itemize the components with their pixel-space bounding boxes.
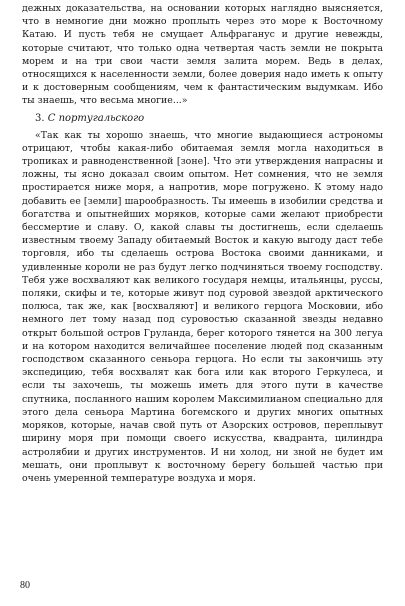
page-number: 80 <box>20 579 30 591</box>
intro-paragraph: дежных доказательства, на основании которых наглядно выясняется, что в немногие дни можно проплыть через это море к Восточному Катаю. И пусть тебя не смущает Альфраганус и другие невежды, которые считают, что только одна четвертая часть земли не покрыта морем и на три свои части земля залита морем. Ведь в делах, относящихся к населенности земли, более доверия надо иметь к опыту и к достоверным сообщениям, чем к фантастическим выдумкам. Ибо ты знаешь, что весьма многие...» <box>22 3 383 107</box>
section-heading <box>35 112 383 126</box>
body-paragraph: «Так как ты хорошо знаешь, что многие выдающиеся астрономы отрицают, чтобы какая-либо обитаемая земля могла находиться в тропиках и равноденственной [зоне]. Что эти утверждения напрасны и ложны, ты ясно доказал своим опытом. Нет сомнения, что не земля простирается ниже моря, а напротив, море погружено. К этому надо добавить ее [земли] шарообразность. Ты имеешь в изобилии средства и богатства и опытнейших моряков, которые сами желают приобрести бессмертие и славу. О, какой славы ты достигнешь, если сделаешь известным твоему Западу обитаемый Восток и какую выгоду даст тебе торговля, ибо ты сделаешь острова Востока своими данниками, и удивленные короли не раз будут легко подчиняться твоему господству. Тебя уже восхваляют как великого государя немцы, итальянцы, руссы, поляки, скифы и те, которые живут под суровой звездой арктического полюса, так же, как [восхваляют] и великого герцога Московии, ибо немного лет тому назад под суровостью сказанной звезды недавно открыт большой остров Груланда, берег которого тянется на 300 легуа и на котором находится величайшее поселение людей под сказанным господством сказанного сеньора герцога. Но если ты закончишь эту экспедицию, тебя восхвалят как бога или как второго Геркулеса, и если ты захочешь, ты можешь иметь для этого пути в качестве спутника, посланного нашим королем Максимилианом специально для этого дела сеньора Мартина богемского и других многих опытных моряков, которые, начав свой путь от Азорских островов, переплывут ширину моря при помощи своего искусства, квадранта, цилиндра астролябии и других инструментов. И ни холод, ни зной не будет им мешать, они проплывут к восточному берегу большей частью при очень умеренной температуре воздуха и моря. <box>22 129 383 484</box>
section-title: С португальского <box>47 112 145 124</box>
section-number: 3. <box>35 112 45 124</box>
